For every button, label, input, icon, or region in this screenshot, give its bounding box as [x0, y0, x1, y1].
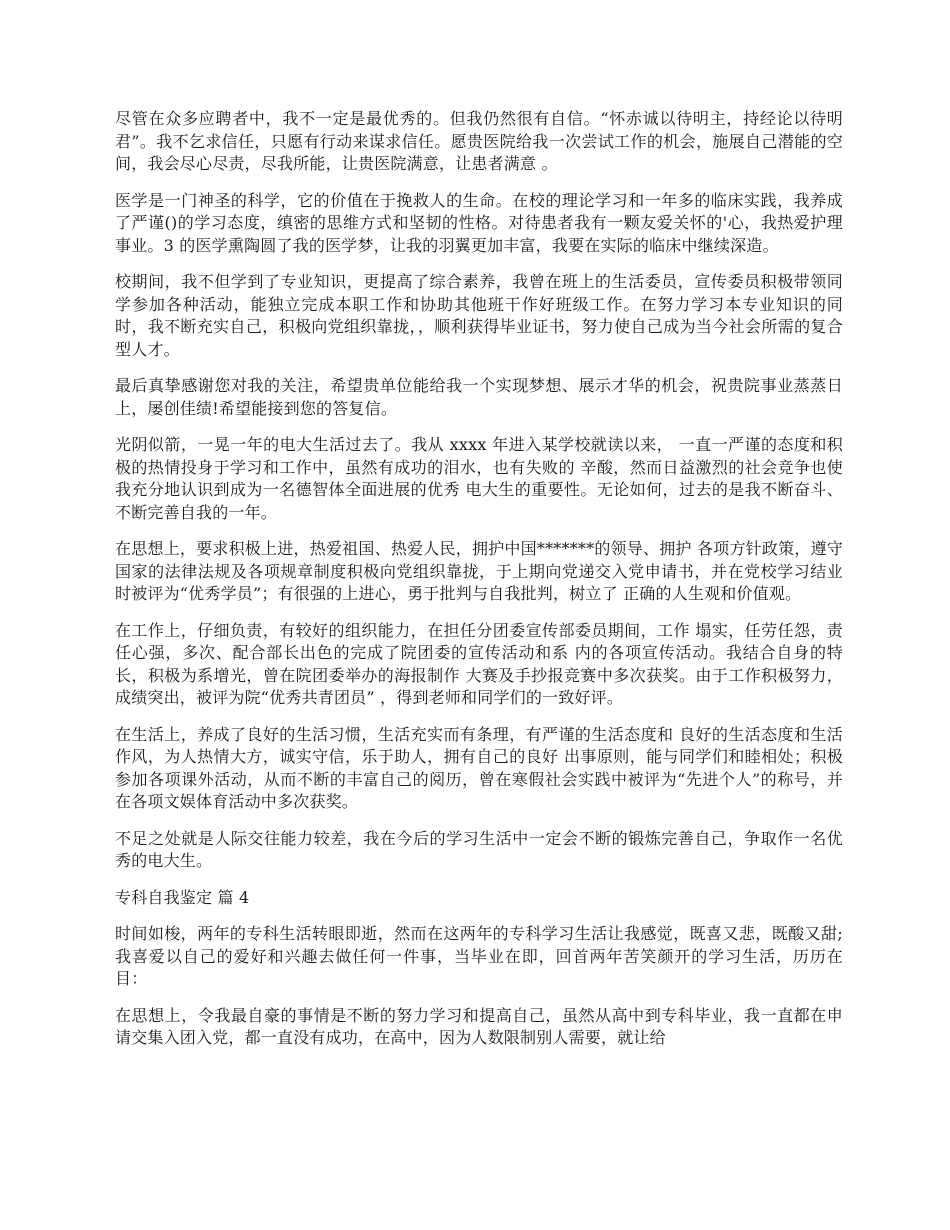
- section-heading: 专科自我鉴定 篇 4: [115, 887, 250, 907]
- paragraph-life: 在生活上，养成了良好的生活习惯，生活充实而有条理，有严谨的生活态度和 良好的生活态度和生活作风，为人热情大方，诚实守信，乐于助人，拥有自己的良好 出事原则，能与同学们和睦相处；积极参加各项课外活动，从而不断的丰富自己的阅历，曾在寒假社会实践中被评为“先进个人”的称号，并在各项文娱体育活动中多次获奖。: [115, 724, 843, 811]
- paragraph-thought: 在思想上，要求积极上进，热爱祖国、热爱人民，拥护中国*******的领导、拥护 各项方针政策，遵守国家的法律法规及各项规章制度积极向党组织靠拢，于上期向党递交入党申请书，并在党校学习结业时被评为“优秀学员”；有很强的上进心，勇于批判与自我批判，树立了 正确的人生观和价值观。: [115, 539, 843, 603]
- paragraph-one-year-review: 光阴似箭，一晃一年的电大生活过去了。我从 xxxx 年进入某学校就读以来， 一直一严谨的态度和积极的热情投身于学习和工作中，虽然有成功的泪水，也有失败的 辛酸，然而日益激烈的社会竞争也使我充分地认识到成为一名德智体全面进展的优秀 电大生的重要性。无论如何，过去的是我不断奋斗、不断完善自我的一年。: [115, 435, 843, 522]
- paragraph-school-period: 校期间，我不但学到了专业知识，更提高了综合素养，我曾在班上的生活委员，宣传委员积极带领同学参加各种活动，能独立完成本职工作和协助其他班干作好班级工作。在努力学习本专业知识的同时，我不断充实自己，积极向党组织靠拢，，顺利获得毕业证书，努力使自己成为当今社会所需的复合型人才。: [115, 272, 843, 359]
- paragraph-confidence: 尽管在众多应聘者中，我不一定是最优秀的。但我仍然很有自信。“怀赤诚以待明主，持经论以待明君”。我不乞求信任，只愿有行动来谋求信任。愿贵医院给我一次尝试工作的机会，施展自己潜能的空间，我会尽心尽责，尽我所能，让贵医院满意，让患者满意 。: [115, 109, 843, 173]
- paragraph-closing-thanks: 最后真挚感谢您对我的关注，希望贵单位能给我一个实现梦想、展示才华的机会，祝贵院事业蒸蒸日上，屡创佳绩!希望能接到您的答复信。: [115, 376, 843, 418]
- paragraph-two-years: 时间如梭，两年的专科生活转眼即逝，然而在这两年的专科学习生活让我感觉，既喜又悲，既酸又甜;我喜爱以自己的爱好和兴趣去做任何一件事，当毕业在即，回首两年苦笑颜开的学习生活，历历在目：: [115, 924, 843, 988]
- paragraph-thought-pride: 在思想上，令我最自豪的事情是不断的努力学习和提高自己，虽然从高中到专科毕业，我一直都在申请交集入团入党，都一直没有成功，在高中，因为人数限制别人需要，就让给: [115, 1005, 843, 1047]
- paragraph-medicine: 医学是一门神圣的科学，它的价值在于挽救人的生命。在校的理论学习和一年多的临床实践，我养成了严谨()的学习态度，缜密的思维方式和坚韧的性格。对待患者我有一颗友爱关怀的'心，我热爱护理事业。3 的医学熏陶圆了我的医学梦，让我的羽翼更加丰富，我要在实际的临床中继续深造。: [115, 190, 843, 255]
- document-body: [115, 108, 843, 1064]
- paragraph-shortcomings: 不足之处就是人际交往能力较差，我在今后的学习生活中一定会不断的锻炼完善自己，争取作一名优秀的电大生。: [115, 828, 843, 870]
- paragraph-work: 在工作上，仔细负责，有较好的组织能力，在担任分团委宣传部委员期间，工作 塌实，任劳任怨，责任心强，多次、配合部长出色的完成了院团委的宣传活动和系 内的各项宣传活动。我结合自身的特长，积极为系增光，曾在院团委举办的海报制作 大赛及手抄报竞赛中多次获奖。由于工作积极努力，成绩突出，被评为院“优秀共青团员” ，得到老师和同学们的一致好评。: [115, 620, 843, 707]
